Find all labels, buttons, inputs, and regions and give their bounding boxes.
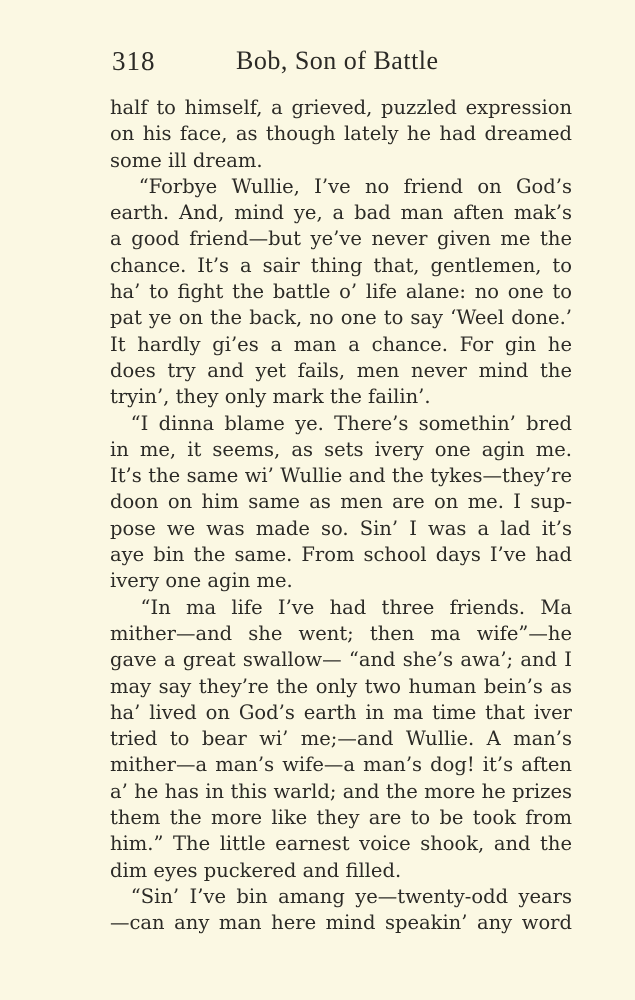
page-header bbox=[112, 46, 572, 82]
text-line: “Forbye Wullie, I’ve no friend on God’s bbox=[110, 174, 572, 198]
text-line: a’ he has in this warld; and the more he prizes bbox=[110, 779, 572, 803]
text-line: pose we was made so. Sin’ I was a lad it’s bbox=[110, 516, 572, 540]
text-line: ha’ to fight the battle o’ life alane: no one to bbox=[110, 280, 572, 304]
text-line: pat ye on the back, no one to say ‘Weel done.’ bbox=[110, 306, 572, 330]
text-line: gave a great swallow— “and she’s awa’; and I bbox=[110, 648, 572, 672]
text-line: ivery one agin me. bbox=[110, 569, 293, 593]
text-line: ha’ lived on God’s earth in ma time that iver bbox=[110, 700, 572, 724]
text-line: —can any man here mind speakin’ any word bbox=[110, 911, 572, 935]
text-line: earth. And, mind ye, a bad man aften mak’s bbox=[110, 201, 572, 225]
text-line: “I dinna blame ye. There’s somethin’ bred bbox=[110, 411, 572, 435]
text-line: half to himself, a grieved, puzzled expression bbox=[110, 96, 572, 119]
text-line: chance. It’s a sair thing that, gentlemen, to bbox=[110, 253, 572, 277]
text-line: It hardly gi’es a man a chance. For gin he bbox=[110, 332, 572, 356]
text-line: mither—and she went; then ma wife”—he bbox=[110, 621, 572, 645]
text-line: tryin’, they only mark the failin’. bbox=[110, 385, 431, 409]
text-line: in me, it seems, as sets ivery one agin me. bbox=[110, 437, 572, 461]
page-number: 318 bbox=[112, 46, 156, 76]
text-line: may say they’re the only two human bein’s as bbox=[110, 674, 572, 698]
body-text bbox=[110, 95, 572, 937]
text-line: It’s the same wi’ Wullie and the tykes—they’re bbox=[110, 464, 572, 488]
text-line: doon on him same as men are on me. I sup- bbox=[110, 490, 572, 514]
text-line: on his face, as though lately he had dreamed bbox=[110, 122, 572, 146]
running-title: Bob, Son of Battle bbox=[236, 46, 439, 75]
text-line: “In ma life I’ve had three friends. Ma bbox=[110, 595, 572, 619]
text-line: them the more like they are to be took from bbox=[110, 806, 572, 830]
text-line: mither—a man’s wife—a man’s dog! it’s aften bbox=[110, 753, 572, 777]
text-line: him.” The little earnest voice shook, and the bbox=[110, 832, 572, 856]
text-line: dim eyes puckered and filled. bbox=[110, 858, 402, 882]
text-line: “Sin’ I’ve bin amang ye—twenty-odd years bbox=[110, 884, 572, 908]
text-line: tried to bear wi’ me;—and Wullie. A man’s bbox=[110, 727, 572, 751]
text-line: aye bin the same. From school days I’ve had bbox=[110, 543, 572, 567]
text-line: does try and yet fails, men never mind the bbox=[110, 358, 572, 382]
text-line: some ill dream. bbox=[110, 148, 263, 172]
text-line: a good friend—but ye’ve never given me the bbox=[110, 227, 572, 251]
